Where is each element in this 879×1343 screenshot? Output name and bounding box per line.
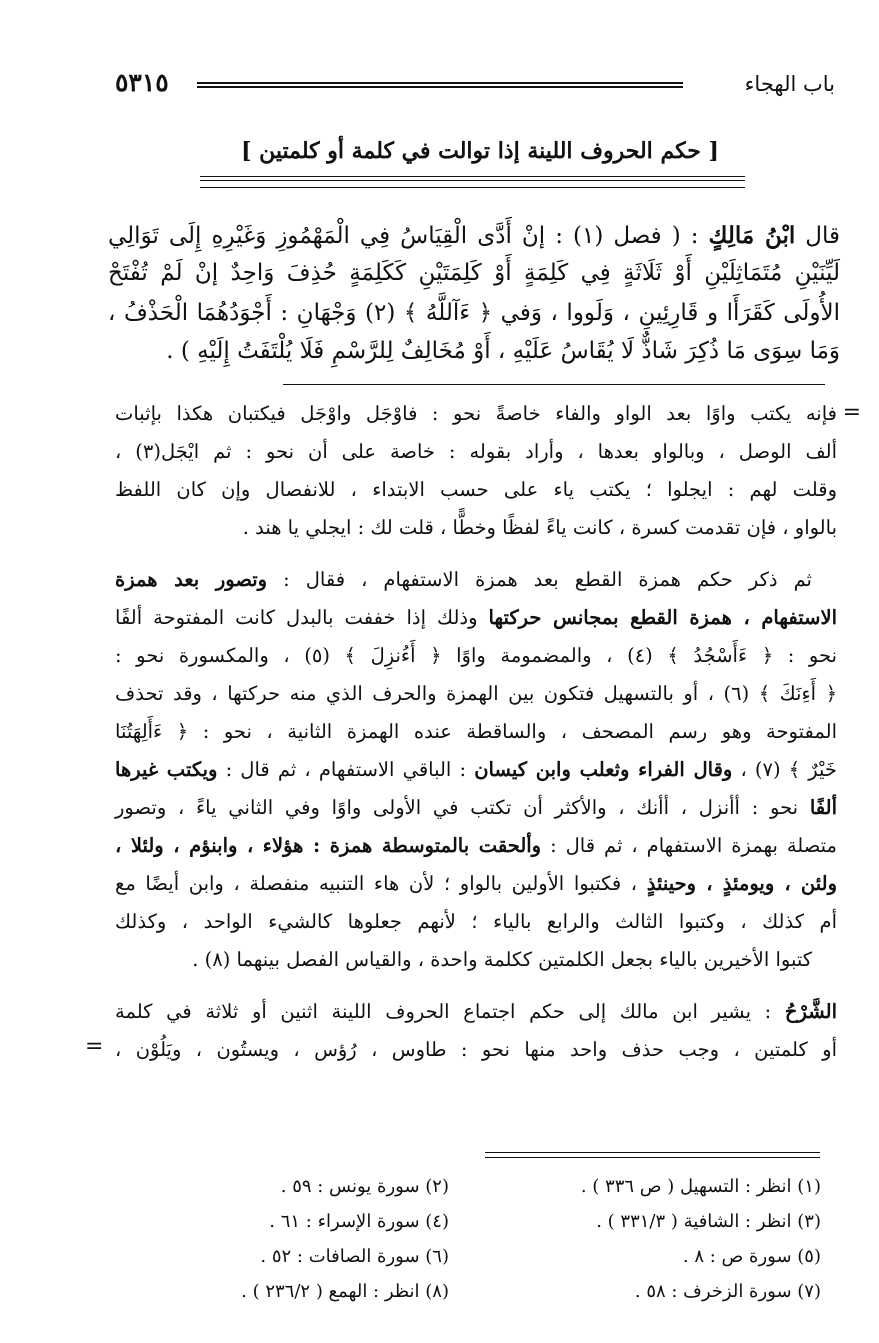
quoted-matn: الاستفهام ، همزة القطع بمجانس حركتها — [488, 606, 837, 629]
body-text: ، فكتبوا الأولين بالواو ؛ لأن هاء التنبيه منفصلة ، وابن أيضًا مع — [115, 872, 638, 895]
footnote: (٢) سورة يونس : ٥٩ . — [280, 1176, 449, 1197]
matn-line-2: لَيِّنَيْنِ مُتَمَاثِلَيْنِ أَوْ ثَلَاثَةٍ فِي كَلِمَةٍ أَوْ كَلِمَتَيْنِ كَكَلِمَةٍ حُذِفَ وَاحِدٌ إنْ لَمْ تُفْتَحْ — [108, 260, 840, 286]
body-text: نحو : أأنزل ، أأنك ، والأكثر أن تكتب في الأولى واوًا وفي الثاني ياءً ، وتصور — [115, 796, 799, 819]
matn-line-4: وَمَا سِوَى مَا ذُكِرَ شَاذٌّ لَا يُقَاسُ عَلَيْهِ ، أَوْ مُخَالِفٌ لِلرَّسْمِ فَلَا يُلْتَفَتُ إِلَيْهِ ) . — [166, 338, 840, 364]
matn-line-3: الأُولَى كَقَرَأَا و قَارِئِينِ ، وَلَووا ، وَفي ﴿ ءَآللَّهُ ﴾ (٢) وَجْهَانِ : أَجْوَدُهُمَا الْحَذْفُ ، — [108, 300, 840, 326]
body-line: أم كذلك ، وكتبوا الثالث والرابع بالياء ؛ لأنهم جعلوها كالشيء الواحد ، وكذلك — [115, 910, 837, 933]
heading-rule — [200, 176, 745, 188]
running-header — [115, 68, 835, 104]
footnote: (٤) سورة الإسراء : ٦١ . — [269, 1211, 449, 1232]
sharh-label: الشَّرْحُ — [784, 1000, 837, 1023]
footnote: (٥) سورة ص : ٨ . — [682, 1246, 821, 1267]
body-line — [115, 568, 812, 591]
matn-text: : ( فصل (١) : إنْ أَدَّى الْقِيَاسُ فِي الْمَهْمُوزِ وَغَيْرِهِ إِلَى تَوَالِي — [108, 223, 699, 249]
body-text: وذلك إذا خففت بالبدل كانت المفتوحة ألفًا — [115, 606, 478, 629]
body-line: ألف الوصل ، وبالواو بعدها ، وأراد بقوله : خاصة على أن نحو : ثم ايْجَل(٣) ، — [115, 440, 837, 463]
quoted-matn: وقال الفراء وثعلب وابن كيسان — [474, 758, 733, 781]
body-line: أو كلمتين ، وجب حذف واحد منها نحو : طاوس ، رُؤس ، ويستُون ، ويَلُوْن ، — [115, 1038, 837, 1061]
body-line — [115, 758, 837, 781]
body-line — [115, 796, 837, 819]
author-name: ابْنُ مَالِكٍ — [708, 222, 796, 249]
matn-intro: قال — [805, 223, 840, 249]
footnote: (٨) انظر : الهمع ( ٢٣٦/٢ ) . — [241, 1281, 449, 1302]
continuation-mark: = — [842, 400, 861, 425]
footnote: (١) انظر : التسهيل ( ص ٣٣٦ ) . — [580, 1176, 821, 1197]
quoted-matn: ويكتب غيرها — [115, 758, 218, 781]
body-line: وقلت لهم : ايجلوا ؛ يكتب ياء على حسب الابتداء ، للانفصال وإن كان اللفظ — [115, 478, 837, 501]
body-text: : الباقي الاستفهام ، ثم قال : — [225, 758, 467, 781]
footnote: (٣) انظر : الشافية ( ٣٣١/٣ ) . — [596, 1211, 821, 1232]
body-line — [115, 872, 837, 895]
body-text: متصلة بهمزة الاستفهام ، ثم قال : — [550, 834, 837, 857]
header-rule — [197, 82, 683, 88]
matn-line-1 — [108, 222, 840, 249]
body-line — [115, 606, 837, 629]
page-number: ٥٣١٥ — [115, 68, 169, 97]
quoted-matn: وتصور بعد همزة — [115, 568, 268, 591]
footnote: (٧) سورة الزخرف : ٥٨ . — [634, 1281, 821, 1302]
quoted-matn: ألفًا — [809, 796, 838, 819]
body-line: المفتوحة وهو رسم المصحف ، والساقطة عنده الهمزة الثانية ، نحو : ﴿ ءَأَلِهَتُنَا — [115, 720, 837, 743]
body-text: خَيْرٌ ﴾ (٧) ، — [740, 758, 837, 781]
body-line: نحو : ﴿ ءَأَسْجُدُ ﴾ (٤) ، والمضمومة واوًا ﴿ أَءُنزِلَ ﴾ (٥) ، والمكسورة نحو : — [115, 644, 838, 667]
footnote-rule — [485, 1152, 820, 1158]
continuation-mark: = — [85, 1034, 104, 1059]
body-line — [115, 1000, 837, 1023]
body-line: ﴿ أَءِنَكَ ﴾ (٦) ، أو بالتسهيل فتكون بين الهمزة والحرف الذي منه حركتها ، وقد تحذف — [115, 682, 837, 705]
chapter-title: باب الهجاء — [744, 72, 835, 96]
body-text: ثم ذكر حكم همزة القطع بعد همزة الاستفهام ، فقال : — [283, 568, 812, 591]
body-line: بالواو ، فإن تقدمت كسرة ، كانت ياءً لفظًا وخطًّا ، قلت لك : ايجلي يا هند . — [242, 516, 837, 539]
section-divider — [283, 384, 825, 385]
body-text: : يشير ابن مالك إلى حكم اجتماع الحروف اللينة اثنين أو ثلاثة في كلمة — [115, 1000, 772, 1023]
body-line — [115, 834, 837, 857]
quoted-matn: ولئن ، ويومئذٍ ، وحينئذٍ — [646, 872, 838, 895]
section-heading: [ حكم الحروف اللينة إذا توالت في كلمة أو كلمتين ] — [241, 138, 719, 164]
body-line: فإنه يكتب واوًا بعد الواو والفاء خاصةً نحو : فاوْجَل واوْجَل فيكتبان هكذا بإثبات — [115, 402, 837, 425]
footnote: (٦) سورة الصافات : ٥٢ . — [260, 1246, 449, 1267]
quoted-matn: وألحقت بالمتوسطة همزة : هؤلاء ، وابنؤم ، ولئلا ، — [115, 834, 542, 857]
body-line: كتبوا الأخيرين بالياء بجعل الكلمتين ككلمة واحدة ، والقياس الفصل بينهما (٨) . — [192, 948, 812, 971]
